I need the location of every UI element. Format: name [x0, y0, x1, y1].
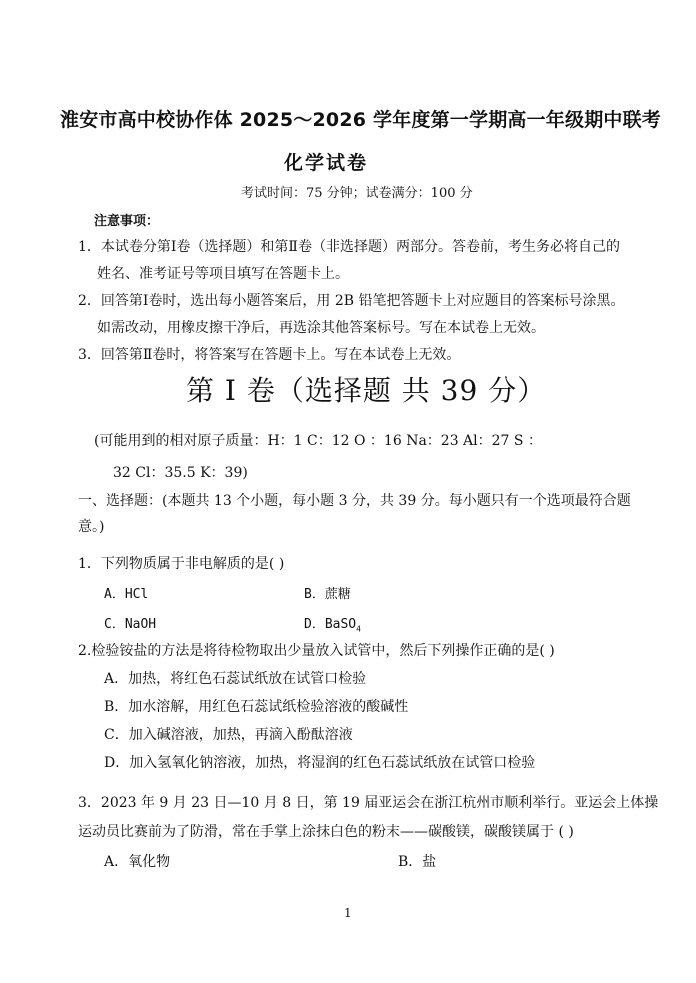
note-item-3-line-1: 3．回答第Ⅱ卷时，将答案写在答题卡上。写在本试卷上无效。: [78, 347, 461, 363]
note-item-2-line-2: 如需改动，用橡皮擦干净后，再选涂其他答案标号。写在本试卷上无效。: [97, 320, 545, 336]
exam-subtitle: 化学试卷: [284, 152, 369, 174]
question-3-option-a: A．氧化物: [104, 854, 171, 870]
note-item-1-line-1: 1．本试卷分第Ⅰ卷（选择题）和第Ⅱ卷（非选择题）两部分。答卷前，考生务必将自己的: [78, 239, 620, 255]
note-item-2-line-1: 2．回答第Ⅰ卷时，选出每小题答案后，用 2B 铅笔把答题卡上对应题目的答案标号涂黑。: [78, 293, 625, 309]
exam-title: 淮安市高中校协作体 2025～2026 学年度第一学期高一年级期中联考: [60, 109, 661, 131]
section-title: 第 I 卷（选择题 共 39 分）: [186, 374, 547, 407]
instruction-line-1: 一、选择题：(本题共 13 个小题，每小题 3 分，共 39 分。每小题只有一个选项最符合题: [78, 493, 631, 509]
exam-info: 考试时间：75 分钟；试卷满分：100 分: [241, 186, 473, 201]
instruction-line-2: 意。): [78, 519, 105, 535]
notes-heading: 注意事项：: [94, 214, 160, 229]
question-3-stem-line-1: 3．2023 年 9 月 23 日—10 月 8 日，第 19 届亚运会在浙江杭州市顺利举行。亚运会上体操: [78, 795, 659, 811]
question-1-stem: 1．下列物质属于非电解质的是( ): [78, 556, 285, 572]
question-1-option-b: B．蔗糖: [304, 587, 351, 602]
question-2-option-c: C．加入碱溶液，加热，再滴入酚酞溶液: [104, 727, 353, 743]
atomic-mass-line-2: 32 Cl：35.5 K：39): [113, 465, 248, 481]
question-2-stem: 2.检验铵盐的方法是将待检物取出少量放入试管中，然后下列操作正确的是( ): [78, 643, 555, 659]
question-3-stem-line-2: 运动员比赛前为了防滑，常在手掌上涂抹白色的粉末——碳酸镁，碳酸镁属于 ( ): [78, 824, 574, 840]
question-1-option-d: [304, 613, 361, 634]
question-3-option-b: B．盐: [398, 854, 437, 870]
question-2-option-d: D．加入氢氧化钠溶液，加热，将湿润的红色石蕊试纸放在试管口检验: [104, 755, 536, 771]
atomic-mass-line-1: (可能用到的相对原子质量：H：1 C：12 O ：16 Na：23 Al：27 S ：: [94, 433, 542, 449]
question-2-option-b: B．加水溶解，用红色石蕊试纸检验溶液的酸碱性: [104, 699, 409, 715]
page-number: 1: [344, 906, 352, 920]
option-d-formula: D．BaSO: [304, 617, 357, 632]
note-item-1-line-2: 姓名、准考证号等项目填写在答题卡上。: [97, 266, 349, 282]
question-1-option-a: A．HCl: [104, 587, 149, 602]
question-2-option-a: A．加热，将红色石蕊试纸放在试管口检验: [104, 671, 367, 687]
question-1-option-c: C．NaOH: [104, 617, 157, 632]
option-d-subscript: 4: [356, 624, 361, 634]
